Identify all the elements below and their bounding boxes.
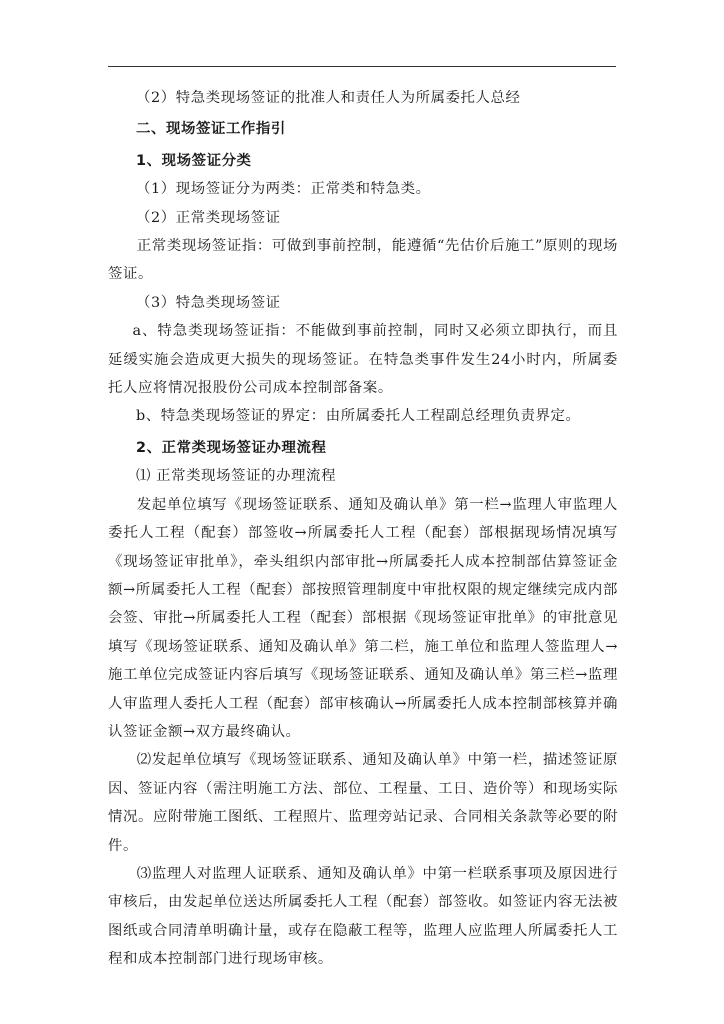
procedure-1-title: ⑴ 正常类现场签证的办理流程 xyxy=(136,468,337,485)
clause-2-normal-title: （2）正常类现场签证 xyxy=(136,209,281,226)
urgent-boundary-line: b、特急类现场签证的界定：由所属委托人工程副总经理负责界定。 xyxy=(136,408,581,425)
procedure-3-paragraph: ⑶监理人对监理人证联系、通知及确认单》中第一栏联系事项及原因进行审核后，由发起单位送达所属委托人工程（配套）部签收。如签证内容无法被图纸或合同清单明确计量，或存在隐蔽工程等，监理人应监理人所属委托人工程和成本控制部门进行现场审核。 xyxy=(108,865,618,968)
urgent-definition-paragraph: a、特急类现场签证指：不能做到事前控制，同时又必须立即执行，而且延缓实施会造成更大损失的现场签证。在特急类事件发生24小时内，所属委托人应将情况报股份公司成本控制部备案。 xyxy=(108,323,618,397)
normal-definition-paragraph: 正常类现场签证指：可做到事前控制，能遵循“先估价后施工”原则的现场签证。 xyxy=(108,238,618,283)
subsection-2-heading: 2、正常类现场签证办理流程 xyxy=(136,439,327,456)
document-body xyxy=(108,84,618,974)
procedure-2-paragraph: ⑵发起单位填写《现场签证联系、通知及确认单》中第一栏，描述签证原因、签证内容（需注明施工方法、部位、工程量、工日、造价等）和现场实际情况。应附带施工图纸、工程照片、监理旁站记录、合同相关条款等必要的附件。 xyxy=(108,752,618,854)
clause-2-approver: （2）特急类现场签证的批准人和责任人为所属委托人总经 xyxy=(136,90,521,106)
section-2-heading: 二、现场签证工作指引 xyxy=(136,121,286,138)
clause-1-types: （1）现场签证分为两类：正常类和特急类。 xyxy=(136,181,431,198)
clause-3-urgent-title: （3）特急类现场签证 xyxy=(136,294,281,311)
header-rule xyxy=(108,66,616,67)
subsection-1-heading: 1、现场签证分类 xyxy=(136,152,252,169)
procedure-1-paragraph: 发起单位填写《现场签证联系、通知及确认单》第一栏→监理人审监理人委托人工程（配套）部签收→所属委托人工程（配套）部根据现场情况填写《现场签证审批单》，牵头组织内部审批→所属委托人成本控制部估算签证金额→所属委托人工程（配套）部按照管理制度中审批权限的规定继续完成内部会签、审批→所属委托人工程（配套）部根据《现场签证审批单》的审批意见填写《现场签证联系、通知及确认单》第二栏，施工单位和监理人签监理人→施工单位完成签证内容后填写《现场签证联系、通知及确认单》第三栏→监理人审监理人委托人工程（配套）部审核确认→所属委托人成本控制部核算并确认签证金额→双方最终确认。 xyxy=(108,496,618,740)
